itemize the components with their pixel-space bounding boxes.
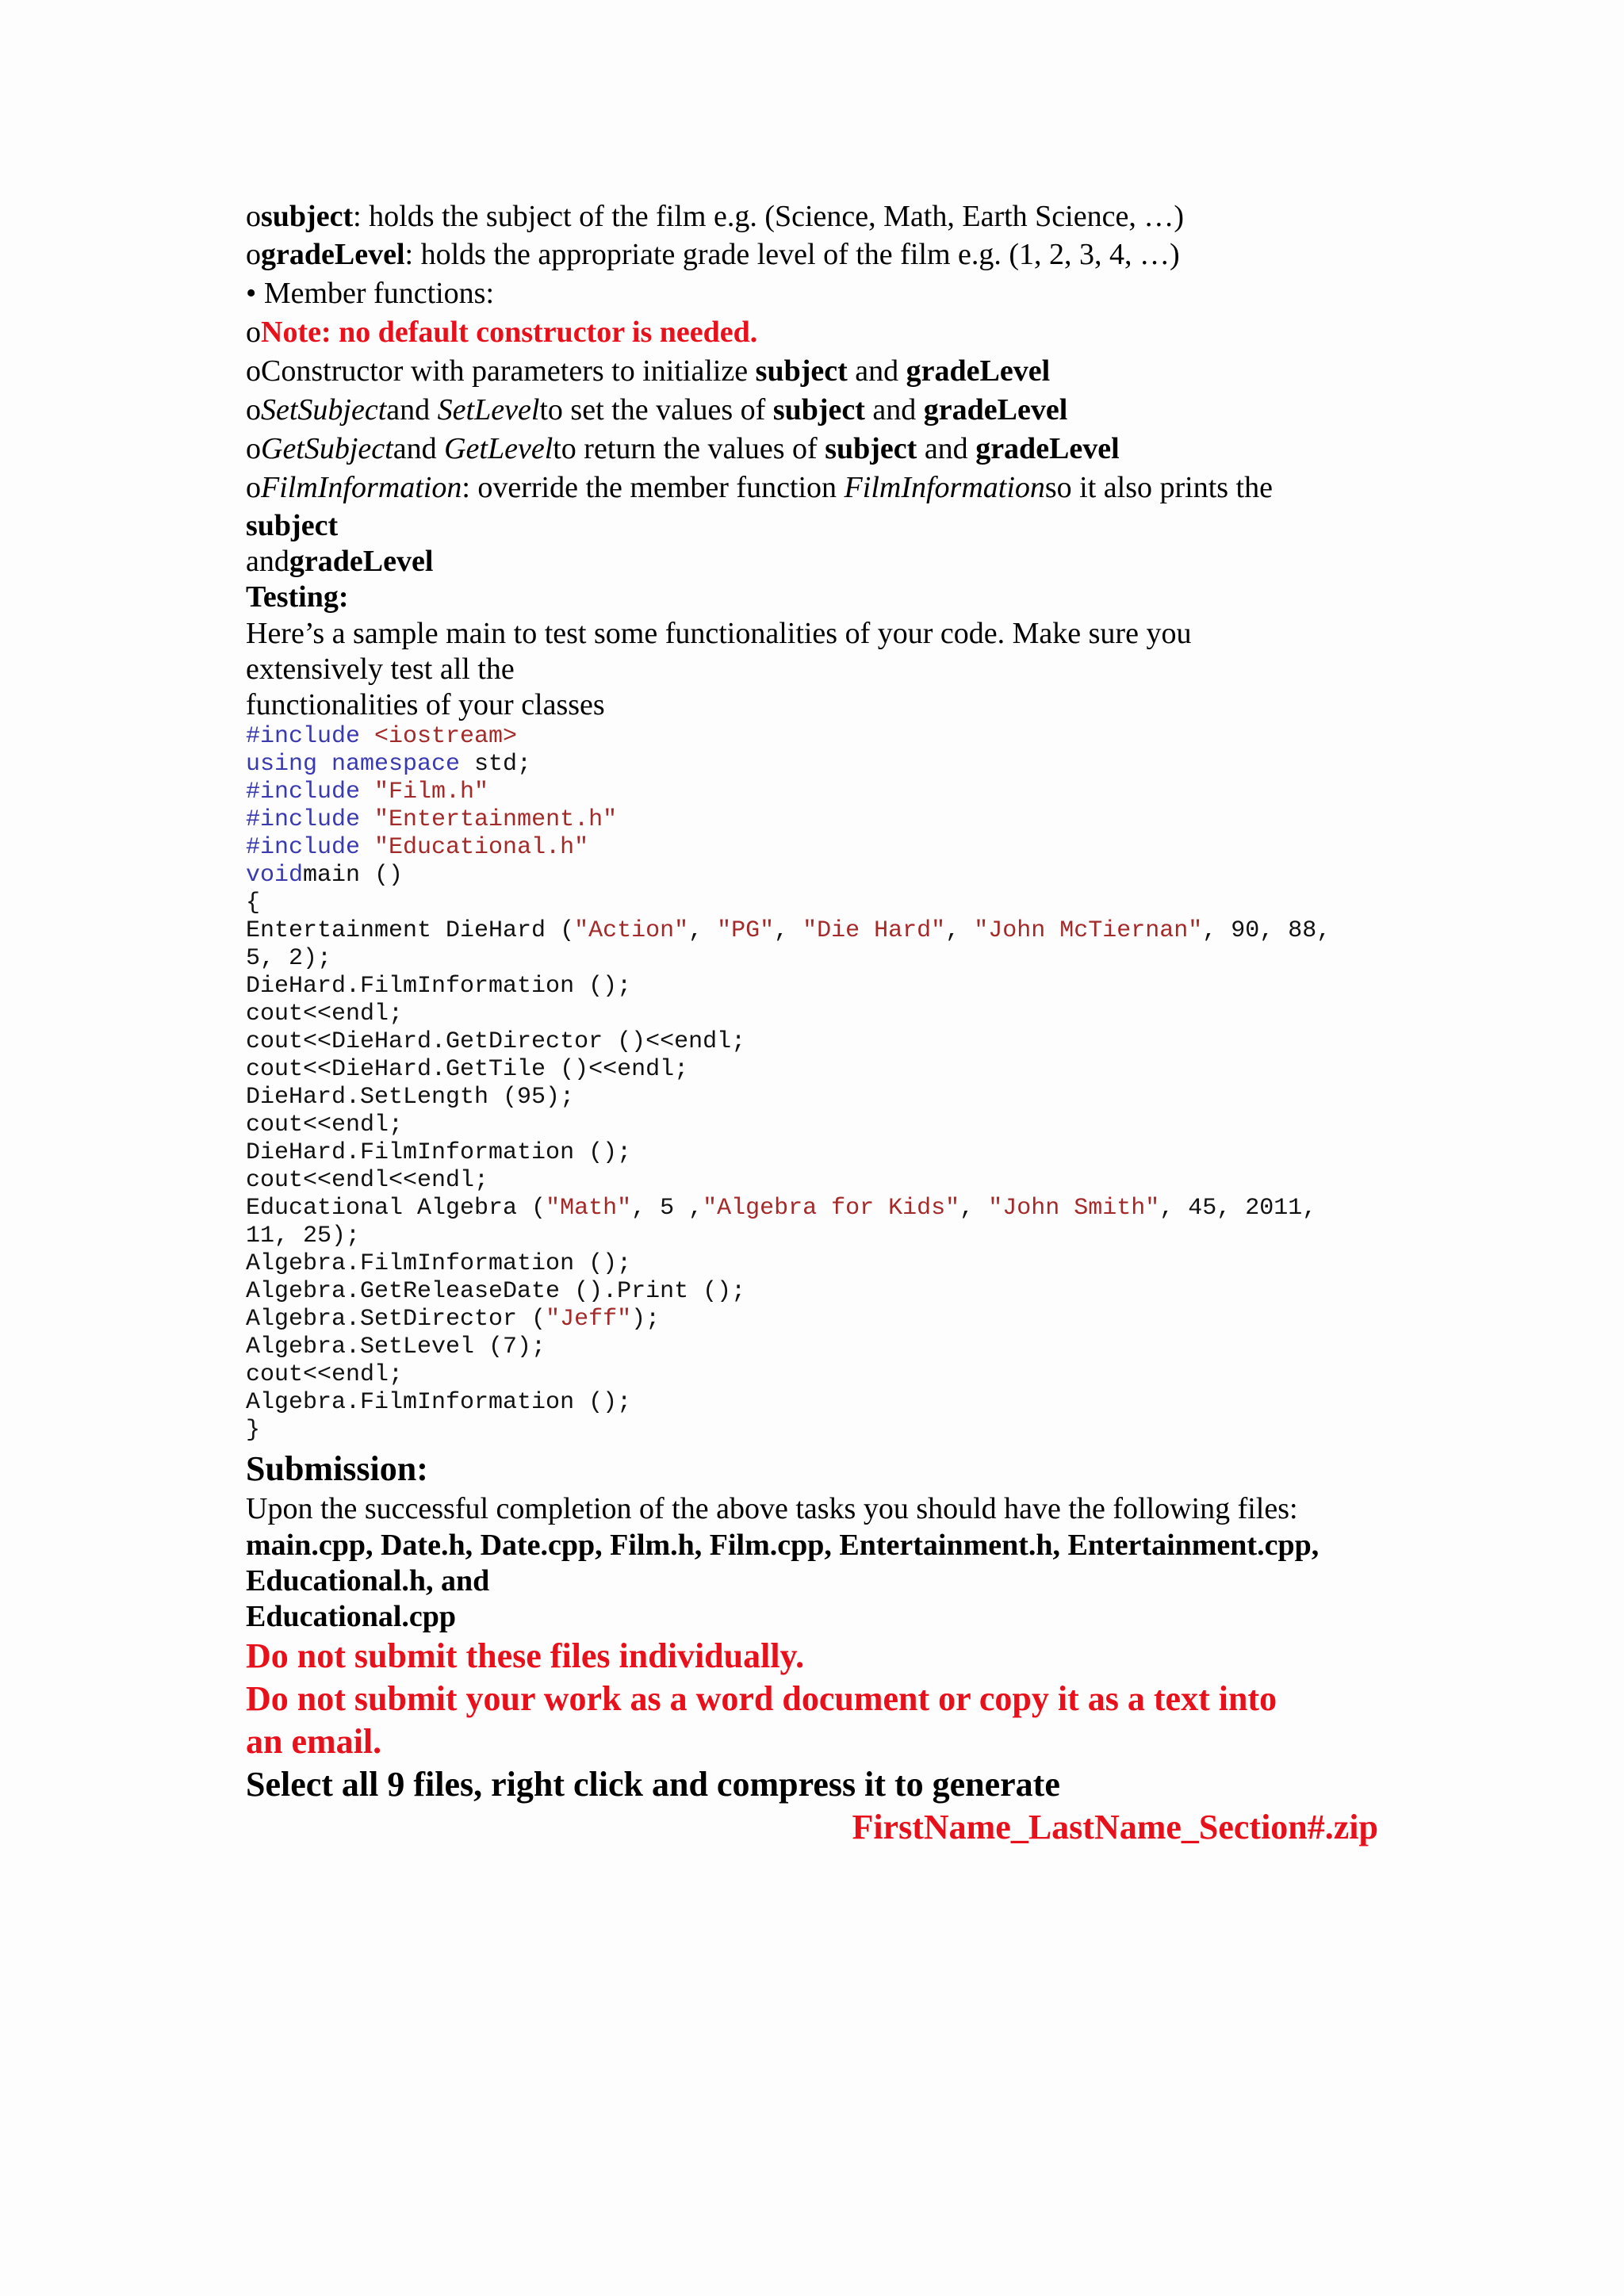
- code-keyword: void: [246, 862, 304, 889]
- setlevel-function: SetLevel: [437, 393, 540, 427]
- filminformation-function: FilmInformation: [844, 471, 1045, 504]
- filminformation-text: : override the member function: [462, 471, 845, 504]
- code-string: "Jeff": [546, 1306, 632, 1333]
- code-text: std;: [460, 751, 532, 778]
- setters-subject: subject: [772, 393, 865, 427]
- zip-filename: FirstName_LastName_Section#.zip: [852, 1808, 1378, 1846]
- code-line: Algebra.GetReleaseDate ().Print ();: [246, 1278, 746, 1305]
- getters-subject: subject: [825, 432, 917, 465]
- code-string: "Math": [546, 1195, 632, 1222]
- getters-gradelevel: gradeLevel: [975, 432, 1120, 465]
- code-string: "Entertainment.h": [360, 806, 618, 833]
- code-string: "John McTiernan": [974, 917, 1203, 944]
- filminformation-text: so it also prints the: [1044, 471, 1273, 504]
- code-text: main (): [303, 862, 404, 889]
- code-text: , 45, 2011,: [1159, 1195, 1317, 1222]
- warning-word-document: an email.: [246, 1722, 382, 1761]
- member-name: subject: [261, 200, 354, 233]
- code-string: "Algebra for Kids": [703, 1195, 960, 1222]
- select-files-instruction: Select all 9 files, right click and compress it to generate: [246, 1765, 1060, 1804]
- circle-bullet: o: [246, 200, 261, 233]
- setsubject-function: SetSubject: [261, 393, 387, 427]
- setters-text: to set the values of: [539, 393, 773, 427]
- code-text: );: [631, 1306, 661, 1333]
- constructor-param-subject: subject: [755, 354, 848, 388]
- circle-bullet: o: [246, 354, 261, 388]
- code-text: Algebra.SetDirector (: [246, 1306, 546, 1333]
- code-line: Algebra.SetLevel (7);: [246, 1334, 546, 1360]
- getlevel-function: GetLevel: [444, 432, 553, 465]
- testing-text-line: functionalities of your classes: [246, 688, 605, 721]
- code-keyword: #include: [246, 723, 361, 750]
- note-line: [246, 314, 757, 350]
- submission-files-line: Educational.cpp: [246, 1600, 457, 1633]
- circle-bullet: o: [246, 432, 261, 465]
- filminformation-gradelevel: gradeLevel: [289, 545, 434, 578]
- code-line: cout<<DieHard.GetTile ()<<endl;: [246, 1056, 689, 1083]
- circle-bullet: o: [246, 393, 261, 427]
- code-string: "John Smith": [988, 1195, 1160, 1222]
- getsubject-function: GetSubject: [261, 432, 393, 465]
- code-text: Entertainment DieHard (: [246, 917, 575, 944]
- testing-text-line: Here’s a sample main to test some functionalities of your code. Make sure you: [246, 617, 1192, 650]
- constructor-and: and: [847, 354, 906, 388]
- code-keyword: #include: [246, 806, 361, 833]
- code-string: "Die Hard": [802, 917, 946, 944]
- code-text: , 5 ,: [631, 1195, 703, 1222]
- circle-bullet: o: [246, 316, 261, 349]
- and-text: and: [864, 393, 924, 427]
- code-line: cout<<endl;: [246, 1001, 404, 1027]
- code-string: "PG": [717, 917, 775, 944]
- code-text: , 90, 88,: [1202, 917, 1331, 944]
- member-name: gradeLevel: [261, 238, 405, 271]
- member-functions-label: Member functions:: [263, 277, 495, 310]
- and-text: and: [393, 432, 445, 465]
- code-line: [246, 834, 588, 862]
- code-line: {: [246, 890, 261, 916]
- code-string: <iostream>: [360, 723, 518, 750]
- member-gradelevel-line: [246, 236, 1180, 273]
- code-keyword: #include: [246, 779, 361, 806]
- code-line: [246, 917, 1331, 945]
- and-text: and: [246, 545, 289, 578]
- member-description: : holds the appropriate grade level of the film e.g. (1, 2, 3, 4, …): [404, 238, 1180, 271]
- code-line: cout<<endl;: [246, 1361, 404, 1388]
- testing-text-line: extensively test all the: [246, 652, 515, 686]
- circle-bullet: o: [246, 471, 261, 504]
- code-text: ,: [959, 1195, 989, 1222]
- code-line: [246, 1195, 1316, 1223]
- getters-line: [246, 430, 1120, 467]
- filminformation-and-gradelevel: [246, 543, 433, 580]
- member-subject-line: [246, 198, 1184, 235]
- filminformation-subject: subject: [246, 509, 339, 542]
- code-line: cout<<endl<<endl;: [246, 1167, 489, 1194]
- code-line: }: [246, 1417, 261, 1444]
- constructor-text: Constructor with parameters to initialize: [261, 354, 756, 388]
- setters-gradelevel: gradeLevel: [923, 393, 1068, 427]
- and-text: and: [386, 393, 438, 427]
- code-line: [246, 723, 517, 751]
- constructor-param-gradelevel: gradeLevel: [906, 354, 1051, 388]
- warning-individual-files: Do not submit these files individually.: [246, 1636, 805, 1675]
- submission-files-line: main.cpp, Date.h, Date.cpp, Film.h, Film.cpp, Entertainment.h, Entertainment.cpp,: [246, 1529, 1320, 1562]
- code-line: cout<<endl;: [246, 1112, 404, 1138]
- submission-heading: Submission:: [246, 1449, 428, 1488]
- dot-bullet: •: [246, 277, 257, 310]
- warning-word-document: Do not submit your work as a word document or copy it as a text into: [246, 1679, 1277, 1718]
- note-text: Note: no default constructor is needed.: [261, 316, 758, 349]
- code-line: [246, 806, 617, 834]
- code-line: DieHard.FilmInformation ();: [246, 1139, 632, 1166]
- code-text: ,: [774, 917, 803, 944]
- code-keyword: #include: [246, 834, 361, 861]
- code-text: Educational Algebra (: [246, 1195, 546, 1222]
- filminformation-function: FilmInformation: [261, 471, 462, 504]
- circle-bullet: o: [246, 238, 261, 271]
- code-line: DieHard.FilmInformation ();: [246, 973, 632, 1000]
- submission-text: Upon the successful completion of the above tasks you should have the following files:: [246, 1492, 1298, 1525]
- code-line: DieHard.SetLength (95);: [246, 1084, 575, 1111]
- code-line: [246, 862, 403, 890]
- setters-line: [246, 392, 1067, 428]
- testing-heading: Testing:: [246, 580, 349, 614]
- constructor-line: [246, 353, 1050, 389]
- code-string: "Educational.h": [360, 834, 589, 861]
- submission-files-line: Educational.h, and: [246, 1564, 490, 1598]
- code-line: 5, 2);: [246, 945, 332, 972]
- code-line: [246, 779, 488, 806]
- filminformation-line: [246, 469, 1273, 506]
- code-line: [246, 1306, 660, 1334]
- code-keyword: using namespace: [246, 751, 461, 778]
- code-line: cout<<DieHard.GetDirector ()<<endl;: [246, 1028, 746, 1055]
- member-description: : holds the subject of the film e.g. (Science, Math, Earth Science, …): [353, 200, 1184, 233]
- and-text: and: [917, 432, 976, 465]
- code-line: 11, 25);: [246, 1223, 361, 1249]
- code-line: Algebra.FilmInformation ();: [246, 1389, 632, 1416]
- code-text: ,: [688, 917, 718, 944]
- code-line: [246, 751, 531, 779]
- code-string: "Film.h": [360, 779, 489, 806]
- getters-text: to return the values of: [553, 432, 825, 465]
- code-string: "Action": [574, 917, 689, 944]
- code-text: ,: [945, 917, 975, 944]
- member-functions-line: [246, 275, 494, 312]
- code-line: Algebra.FilmInformation ();: [246, 1250, 632, 1277]
